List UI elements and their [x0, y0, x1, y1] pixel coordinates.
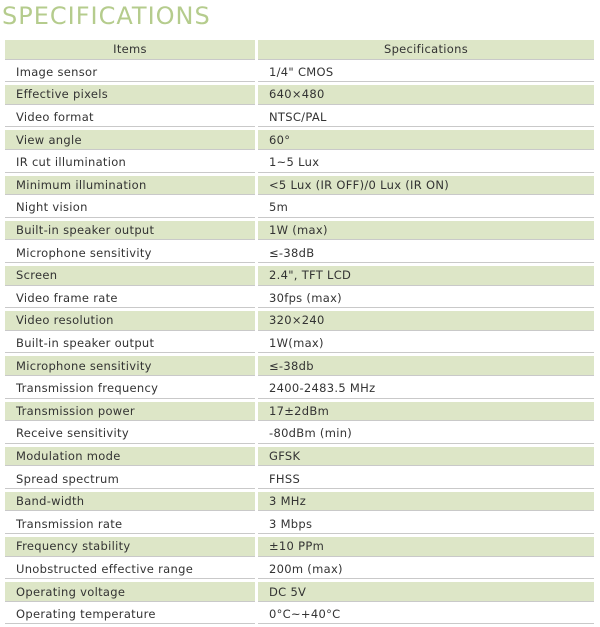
table-row [5, 108, 594, 128]
spec-cell: ≤-38db [258, 356, 594, 376]
table-row [5, 379, 594, 399]
table-row [5, 514, 594, 534]
spec-cell: <5 Lux (IR OFF)/0 Lux (IR ON) [258, 176, 594, 196]
table-row [5, 221, 594, 241]
table-row [5, 176, 594, 196]
item-cell: Microphone sensitivity [5, 356, 255, 376]
table-row [5, 266, 594, 286]
table-body [5, 63, 594, 625]
table-row [5, 153, 594, 173]
table-row [5, 492, 594, 512]
spec-cell: 1W (max) [258, 221, 594, 241]
table-row [5, 447, 594, 467]
spec-cell: 30fps (max) [258, 289, 594, 309]
item-cell: Operating voltage [5, 582, 255, 602]
table-row [5, 243, 594, 263]
table-row [5, 311, 594, 331]
spec-cell: 320×240 [258, 311, 594, 331]
header-items: Items [5, 40, 255, 60]
table-header-row [5, 40, 594, 60]
item-cell: Unobstructed effective range [5, 560, 255, 580]
spec-cell: 2.4", TFT LCD [258, 266, 594, 286]
item-cell: Built-in speaker output [5, 221, 255, 241]
spec-cell: GFSK [258, 447, 594, 467]
table-row [5, 356, 594, 376]
item-cell: Transmission rate [5, 514, 255, 534]
spec-cell: -80dBm (min) [258, 424, 594, 444]
item-cell: Image sensor [5, 63, 255, 83]
item-cell: Band-width [5, 492, 255, 512]
table-row [5, 85, 594, 105]
item-cell: Modulation mode [5, 447, 255, 467]
item-cell: Transmission power [5, 402, 255, 422]
item-cell: Effective pixels [5, 85, 255, 105]
spec-cell: 1W(max) [258, 334, 594, 354]
item-cell: IR cut illumination [5, 153, 255, 173]
table-row [5, 537, 594, 557]
table-row [5, 63, 594, 83]
spec-cell: 3 MHz [258, 492, 594, 512]
spec-cell: NTSC/PAL [258, 108, 594, 128]
item-cell: Video format [5, 108, 255, 128]
item-cell: View angle [5, 130, 255, 150]
item-cell: Operating temperature [5, 605, 255, 625]
spec-cell: FHSS [258, 469, 594, 489]
spec-cell: ≤-38dB [258, 243, 594, 263]
item-cell: Frequency stability [5, 537, 255, 557]
item-cell: Transmission frequency [5, 379, 255, 399]
spec-cell: 200m (max) [258, 560, 594, 580]
spec-cell: 1~5 Lux [258, 153, 594, 173]
table-row [5, 402, 594, 422]
item-cell: Spread spectrum [5, 469, 255, 489]
spec-cell: 0°C~+40°C [258, 605, 594, 625]
item-cell: Receive sensitivity [5, 424, 255, 444]
spec-cell: 1/4" CMOS [258, 63, 594, 83]
spec-table [2, 37, 597, 627]
item-cell: Microphone sensitivity [5, 243, 255, 263]
item-cell: Night vision [5, 198, 255, 218]
page-title: SPECIFICATIONS [2, 2, 211, 30]
spec-cell: 60° [258, 130, 594, 150]
table-row [5, 605, 594, 625]
spec-cell: 3 Mbps [258, 514, 594, 534]
table-row [5, 289, 594, 309]
item-cell: Video frame rate [5, 289, 255, 309]
item-cell: Screen [5, 266, 255, 286]
spec-cell: 17±2dBm [258, 402, 594, 422]
header-specifications: Specifications [258, 40, 594, 60]
table-row [5, 334, 594, 354]
table-row [5, 130, 594, 150]
table-row [5, 469, 594, 489]
item-cell: Video resolution [5, 311, 255, 331]
table-row [5, 560, 594, 580]
spec-cell: 640×480 [258, 85, 594, 105]
spec-cell: 5m [258, 198, 594, 218]
table-row [5, 424, 594, 444]
item-cell: Minimum illumination [5, 176, 255, 196]
table-row [5, 582, 594, 602]
item-cell: Built-in speaker output [5, 334, 255, 354]
spec-cell: ±10 PPm [258, 537, 594, 557]
table-row [5, 198, 594, 218]
spec-cell: DC 5V [258, 582, 594, 602]
spec-cell: 2400-2483.5 MHz [258, 379, 594, 399]
